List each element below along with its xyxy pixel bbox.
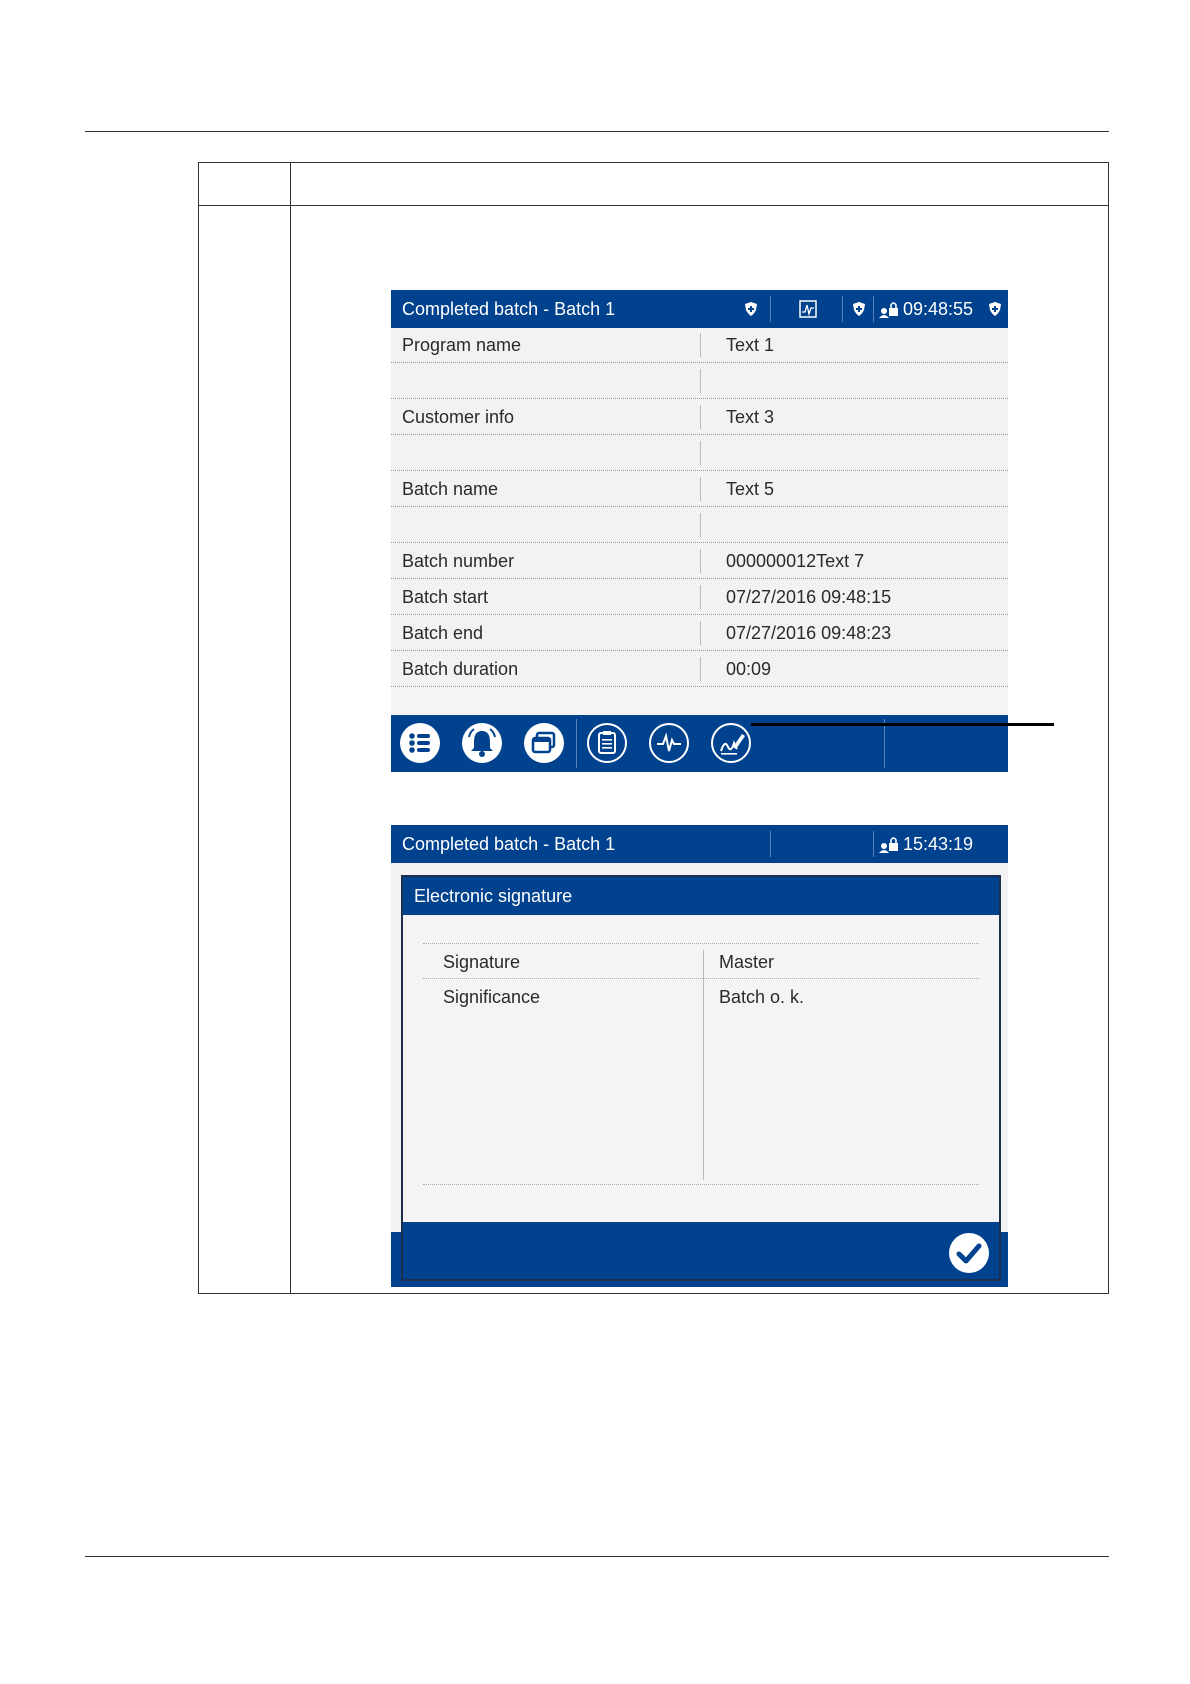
user-lock-icon[interactable] [879,300,899,321]
clock: 15:43:19 [903,834,974,854]
row-label: Batch start [402,587,489,607]
toolbar-separator [884,719,885,768]
chart-icon[interactable] [799,300,817,321]
screen-title: Completed batch - Batch 1 [402,299,616,319]
row-label: Batch end [402,623,484,643]
row-divider [423,978,979,979]
row-value: 07/27/2016 09:48:23 [726,623,892,643]
title-bar-separator [842,296,843,322]
column-divider [700,513,701,537]
column-divider [700,405,701,429]
completed-batch-screen [391,290,1008,772]
list-item [391,328,1008,363]
title-bar-separator [770,296,771,322]
column-divider [700,477,701,501]
shield-icon [853,302,865,319]
shield-icon [745,302,757,319]
waveform-icon[interactable] [649,723,689,763]
dialog-footer [403,1222,999,1279]
column-divider [700,369,701,393]
title-bar-separator [770,831,771,857]
list-item [391,436,1008,471]
column-divider [700,549,701,573]
row-value: Text 1 [726,335,775,355]
significance-value[interactable]: Batch o. k. [719,987,805,1007]
windows-icon[interactable] [524,723,564,763]
column-divider [700,441,701,465]
callout-line [751,723,1054,726]
signature-value[interactable]: Master [719,952,775,972]
list-icon[interactable] [400,723,440,763]
list-item [391,616,1008,651]
significance-label: Significance [443,987,541,1007]
checkmark-icon [949,1233,989,1273]
shield-icon [989,302,1001,319]
table-column-divider [290,162,291,1294]
dialog-title: Electronic signature [414,886,573,906]
column-divider [700,657,701,681]
list-item [391,580,1008,615]
row-value: Text 3 [726,407,775,427]
list-item [391,544,1008,579]
row-label: Customer info [402,407,515,427]
signature-icon[interactable] [711,723,751,763]
screen-title: Completed batch - Batch 1 [402,834,616,854]
footer-rule [85,1556,1109,1557]
clock: 09:48:55 [903,299,974,319]
list-item [391,400,1008,435]
column-divider [700,585,701,609]
row-value: 00:09 [726,659,772,679]
user-lock-icon[interactable] [879,835,899,856]
row-label: Batch name [402,479,499,499]
confirm-button[interactable] [949,1233,989,1273]
title-bar [391,290,1008,328]
row-label: Batch number [402,551,515,571]
row-value: Text 5 [726,479,775,499]
list-item [391,472,1008,507]
header-rule [85,131,1109,132]
list-item [391,364,1008,399]
list-item [391,652,1008,687]
dialog-body [423,943,979,1185]
signature-label: Signature [443,952,521,972]
title-bar-separator [873,831,874,857]
row-value: 07/27/2016 09:48:15 [726,587,892,607]
clipboard-icon[interactable] [587,723,627,763]
title-bar [391,825,1008,863]
electronic-signature-dialog [401,875,1001,1281]
column-divider [700,621,701,645]
alarm-bell-icon[interactable] [462,723,502,763]
column-divider [703,950,704,1180]
toolbar-separator [576,719,577,768]
row-label: Program name [402,335,522,355]
row-label: Batch duration [402,659,519,679]
column-divider [700,333,701,357]
row-value: 000000012Text 7 [726,551,865,571]
table-header-divider [198,205,1109,206]
list-item [391,508,1008,543]
title-bar-separator [873,296,874,322]
dialog-header [403,877,999,915]
